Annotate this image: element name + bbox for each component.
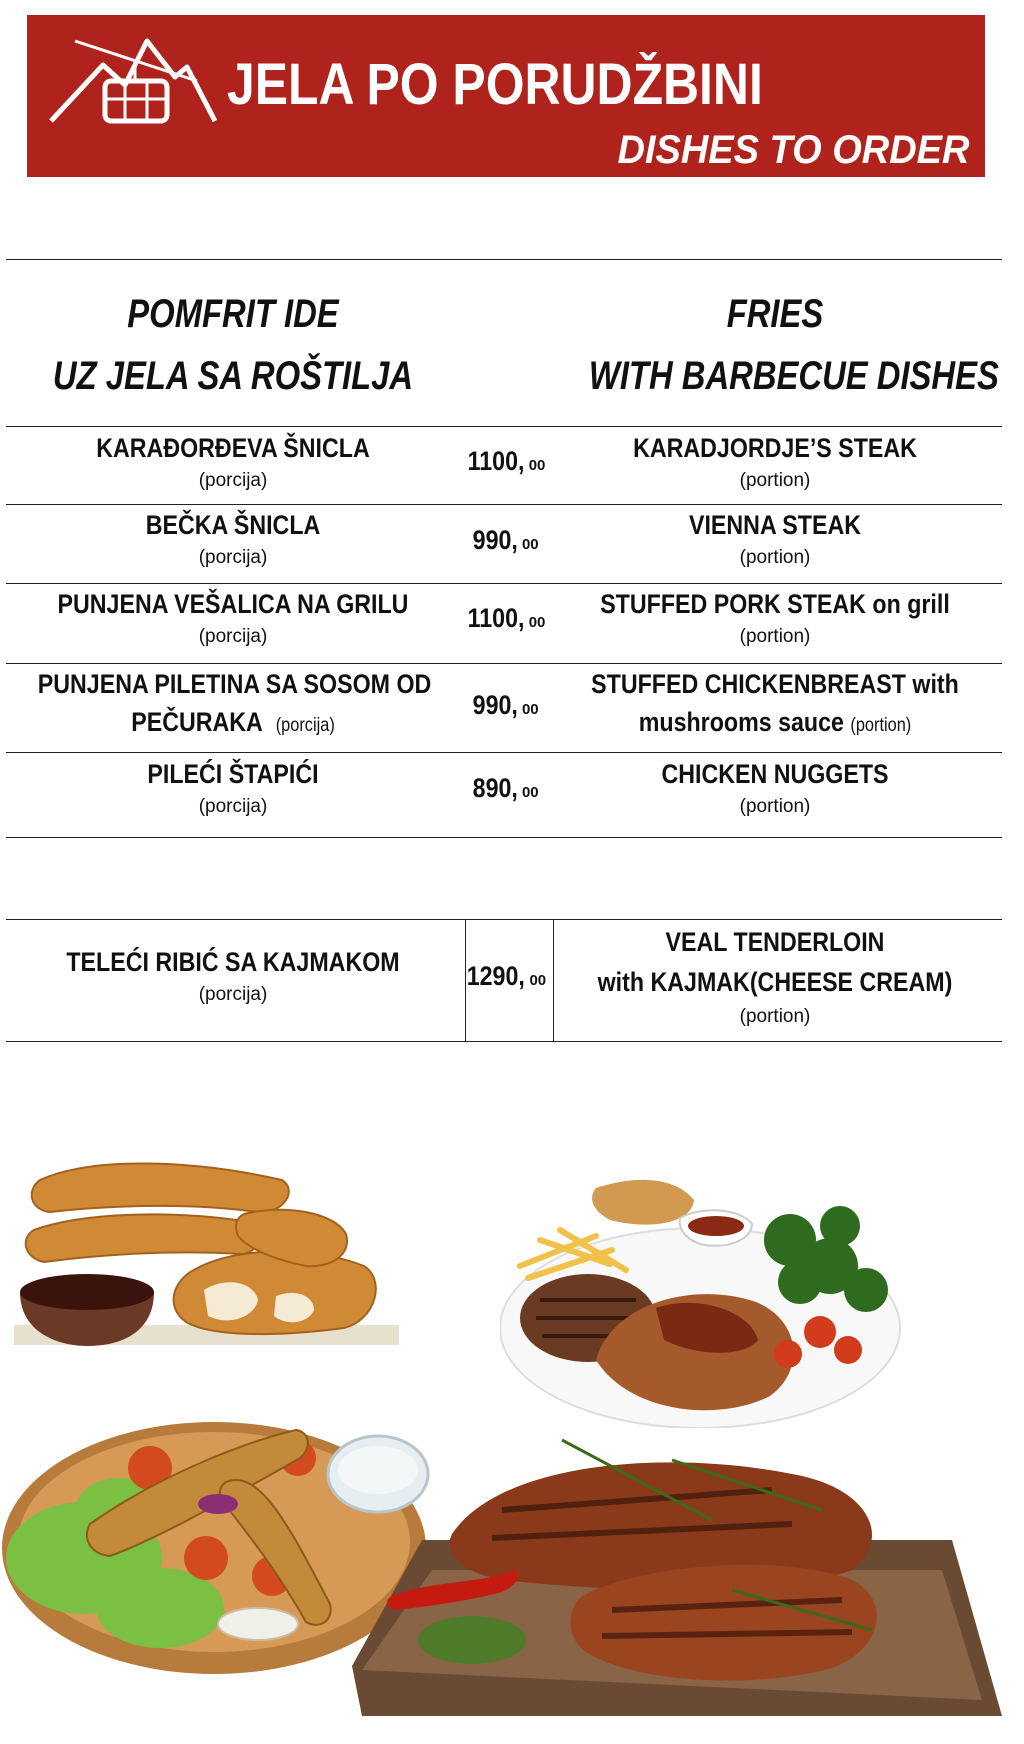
menu-item-sr — [6, 944, 460, 1010]
chicken-strips-image — [14, 1150, 404, 1350]
price — [460, 525, 548, 556]
menu-item-sr — [6, 756, 460, 822]
dish-name-sr-line2-text: PEČURAKA — [131, 707, 263, 737]
section-heading-en — [588, 283, 999, 407]
dish-name-sr: TELEĆI RIBIĆ SA KAJMAKOM — [66, 947, 400, 977]
dish-name-en-line2: with KAJMAK(CHEESE CREAM) — [597, 967, 953, 997]
price — [460, 773, 548, 804]
portion-label-en: (portion) — [739, 470, 811, 491]
portion-label-en: (portion) — [739, 547, 811, 568]
price-value: 990, — [473, 690, 519, 720]
portion-label-en: (portion) — [739, 626, 811, 647]
price-value: 1100, — [467, 603, 525, 633]
grilled-meat-plate-image — [500, 1170, 912, 1428]
price-value: 1290, — [466, 961, 525, 991]
divider — [6, 837, 1002, 838]
divider — [6, 426, 1002, 427]
price-decimals: 00 — [521, 536, 539, 553]
portion-label-en: (portion) — [850, 715, 912, 736]
menu-item-en — [548, 756, 1002, 822]
divider — [6, 663, 1002, 664]
portion-label-sr: (porcija) — [198, 796, 268, 817]
price — [460, 603, 548, 634]
section-heading-en-line1: FRIES — [726, 292, 824, 336]
price-decimals: 00 — [528, 614, 546, 631]
dish-name-en-line2-text: mushrooms sauce — [638, 707, 844, 737]
section-heading-sr-line1: POMFRIT IDE — [127, 292, 339, 336]
dish-name-sr: PILEĆI ŠTAPIĆI — [147, 759, 319, 789]
page-subtitle: DISHES TO ORDER — [617, 128, 969, 172]
dish-name-en: KARADJORDJE’S STEAK — [633, 433, 917, 463]
menu-item-sr — [6, 507, 460, 573]
price-decimals: 00 — [521, 784, 539, 801]
price-value: 890, — [473, 773, 519, 803]
mountain-cable-car-logo — [47, 21, 219, 125]
dish-name-sr-line1: PUNJENA PILETINA SA SOSOM OD — [37, 669, 432, 699]
price — [460, 446, 548, 477]
menu-item-en — [548, 430, 1002, 496]
menu-item-en — [548, 666, 1002, 746]
dish-name-en: STUFFED PORK STEAK on grill — [600, 589, 950, 619]
menu-item-en — [548, 922, 1002, 1032]
portion-label-en: (portion) — [739, 796, 811, 817]
dish-name-en-line2 — [580, 702, 970, 746]
dish-name-en: CHICKEN NUGGETS — [661, 759, 889, 789]
dish-name-sr-line2 — [38, 702, 428, 746]
price-value: 1100, — [467, 446, 525, 476]
portion-label-sr: (porcija) — [275, 715, 335, 736]
dish-name-en-line1: STUFFED CHICKENBREAST with — [591, 669, 959, 699]
section-heading-sr-line2: UZ JELA SA ROŠTILJA — [52, 354, 414, 398]
divider — [6, 1041, 1002, 1042]
portion-label-en: (portion) — [739, 1006, 811, 1027]
dish-name-sr: BEČKA ŠNICLA — [145, 510, 321, 540]
steak-board-image — [352, 1420, 1002, 1716]
section-heading-en-line2: WITH BARBECUE DISHES — [588, 354, 999, 398]
menu-item-sr — [6, 666, 460, 746]
divider — [6, 919, 1002, 920]
portion-label-sr: (porcija) — [198, 547, 268, 568]
portion-label-sr: (porcija) — [198, 470, 268, 491]
divider — [6, 259, 1002, 260]
price-decimals: 00 — [521, 701, 539, 718]
portion-label-sr: (porcija) — [198, 626, 268, 647]
dish-name-en: VIENNA STEAK — [688, 510, 862, 540]
price — [460, 961, 548, 992]
divider — [6, 752, 1002, 753]
divider — [6, 583, 1002, 584]
menu-item-sr — [6, 586, 460, 652]
portion-label-sr: (porcija) — [198, 984, 268, 1005]
dish-name-en-line1: VEAL TENDERLOIN — [665, 927, 885, 957]
price-decimals: 00 — [529, 972, 547, 989]
price-value: 990, — [473, 525, 519, 555]
divider — [6, 504, 1002, 505]
dish-name-sr: PUNJENA VEŠALICA NA GRILU — [57, 589, 409, 619]
menu-item-en — [548, 507, 1002, 573]
price — [460, 690, 548, 721]
section-heading-sr — [47, 283, 419, 407]
price-decimals: 00 — [528, 457, 546, 474]
menu-item-en — [548, 586, 1002, 652]
menu-item-sr — [6, 430, 460, 496]
page-title: JELA PO PORUDŽBINI — [227, 52, 763, 117]
header-banner — [27, 15, 985, 177]
dish-name-sr: KARAĐORĐEVA ŠNICLA — [96, 433, 370, 463]
